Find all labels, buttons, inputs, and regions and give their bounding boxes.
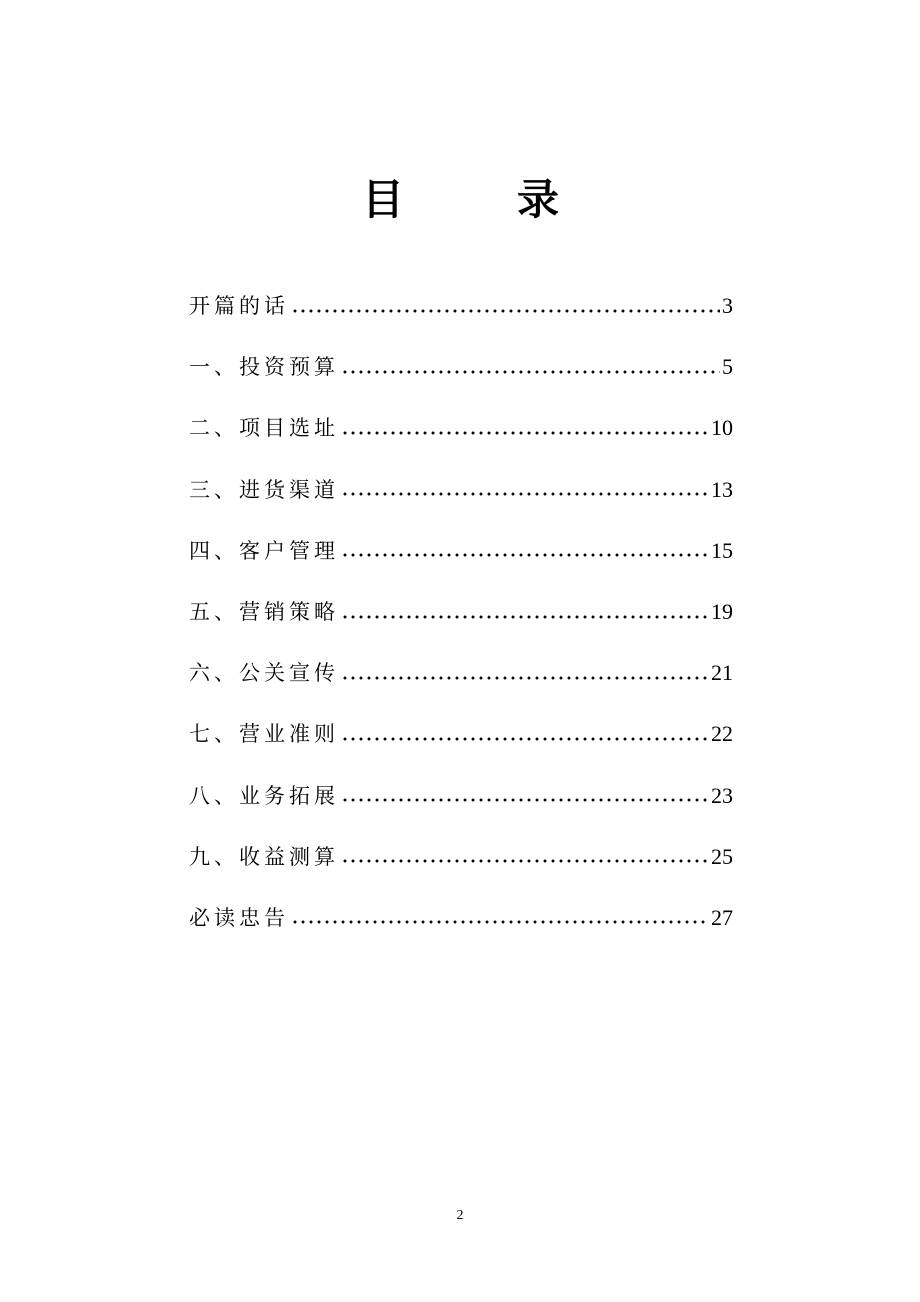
toc-dot-leader — [341, 370, 720, 374]
toc-entry-page: 23 — [711, 782, 733, 808]
toc-entry-page: 21 — [711, 660, 733, 686]
toc-dot-leader — [341, 431, 709, 435]
page-title — [0, 170, 920, 230]
toc-entry-label: 四、客户管理 — [189, 538, 339, 563]
toc-dot-leader — [341, 615, 709, 619]
toc-entry-page: 13 — [711, 476, 733, 502]
toc-entry-page: 27 — [711, 904, 733, 930]
toc-dot-leader — [291, 309, 720, 313]
toc-dot-leader — [341, 676, 709, 680]
toc-entry-page: 25 — [711, 843, 733, 869]
table-of-contents — [189, 286, 733, 959]
toc-dot-leader — [341, 859, 709, 863]
toc-dot-leader — [341, 553, 709, 557]
toc-entry[interactable] — [189, 837, 733, 898]
toc-entry[interactable] — [189, 531, 733, 592]
toc-entry-page: 10 — [711, 415, 733, 441]
toc-dot-leader — [341, 737, 709, 741]
toc-entry[interactable] — [189, 408, 733, 469]
toc-entry-page: 5 — [722, 354, 733, 380]
toc-entry-page: 19 — [711, 598, 733, 624]
toc-entry-page: 3 — [722, 293, 733, 318]
toc-dot-leader — [341, 798, 709, 802]
toc-entry[interactable] — [189, 776, 733, 837]
toc-entry-label: 七、营业准则 — [189, 722, 339, 747]
toc-entry[interactable] — [189, 286, 733, 347]
toc-entry-page: 22 — [711, 721, 733, 747]
toc-entry[interactable] — [189, 347, 733, 408]
toc-dot-leader — [341, 492, 709, 496]
toc-entry-label: 二、项目选址 — [189, 416, 339, 441]
toc-entry[interactable] — [189, 898, 733, 959]
title-char-2: 录 — [517, 175, 560, 224]
title-char-1: 目 — [362, 175, 405, 224]
toc-entry[interactable] — [189, 592, 733, 653]
footer-page-number: 2 — [456, 1208, 464, 1223]
toc-entry-label: 九、收益测算 — [189, 844, 339, 869]
toc-entry-label: 开篇的话 — [189, 294, 289, 318]
toc-entry-page: 15 — [711, 537, 733, 563]
toc-entry[interactable] — [189, 653, 733, 714]
toc-dot-leader — [291, 920, 709, 924]
toc-entry-label: 一、投资预算 — [189, 355, 339, 380]
toc-entry-label: 五、营销策略 — [189, 599, 339, 624]
toc-entry-label: 六、公关宣传 — [189, 661, 339, 686]
toc-entry[interactable] — [189, 714, 733, 775]
toc-entry-label: 必读忠告 — [189, 905, 289, 930]
toc-entry-label: 三、进货渠道 — [189, 477, 339, 502]
toc-entry-label: 八、业务拓展 — [189, 783, 339, 808]
toc-entry[interactable] — [189, 470, 733, 531]
